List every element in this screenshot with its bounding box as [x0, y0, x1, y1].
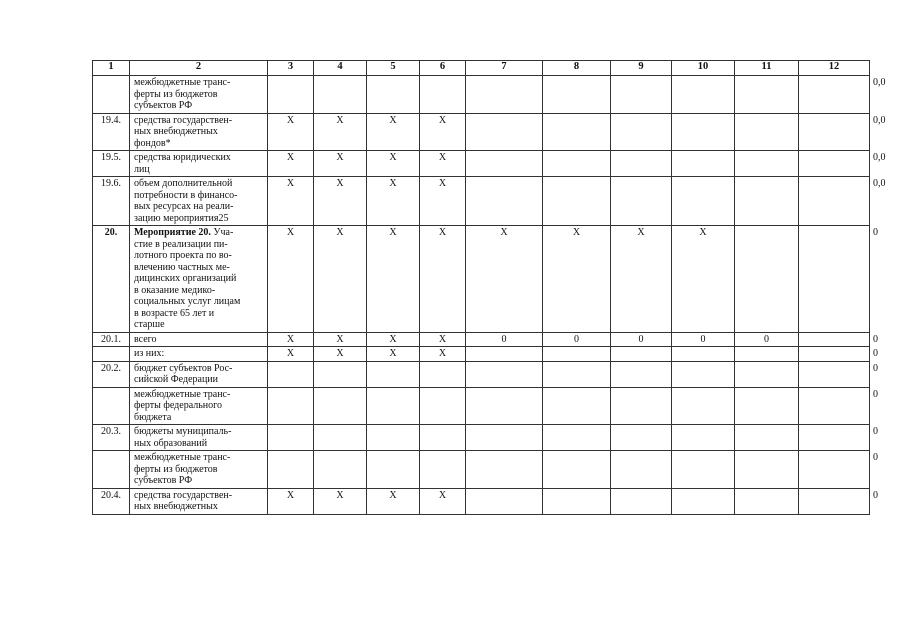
cell-col-8	[543, 76, 611, 114]
cell-col-11	[735, 113, 799, 151]
cell-col-12	[799, 425, 870, 451]
row-description-line: ных внебюджетных	[134, 501, 218, 512]
cell-col-11	[735, 425, 799, 451]
header-row	[93, 61, 870, 76]
cell-col-12	[799, 76, 870, 114]
cell-col-12	[799, 347, 870, 362]
cell-col-7	[466, 451, 543, 489]
cell-col-3: X	[268, 226, 314, 333]
cell-col-5: X	[367, 488, 420, 514]
cell-col-5	[367, 451, 420, 489]
row-description-line: ферты из бюджетов	[134, 88, 218, 100]
row-number: 19.5.	[93, 151, 130, 177]
row-description-line: из них:	[134, 348, 165, 359]
row-description	[130, 451, 268, 489]
row-description-line: в возрасте 65 лет и	[134, 307, 215, 319]
cell-col-8: 0	[543, 332, 611, 347]
row-description	[130, 113, 268, 151]
cell-col-6: X	[420, 113, 466, 151]
row-description-line: потребности в финансо-	[134, 189, 238, 201]
table-row: 19.5. средства юридических лиц X X X X 0,0	[93, 151, 870, 177]
column-header-9: 9	[611, 61, 672, 76]
row-description-line: объем дополнительной	[134, 178, 233, 189]
cell-col-3	[268, 76, 314, 114]
column-header-1: 1	[93, 61, 130, 76]
table-row: из них: X X X X 0	[93, 347, 870, 362]
cell-col-11	[735, 177, 799, 226]
cell-col-8	[543, 113, 611, 151]
cell-col-6	[420, 425, 466, 451]
cell-col-7	[466, 425, 543, 451]
cell-col-10	[672, 76, 735, 114]
row-description-line: ферты из бюджетов	[134, 463, 218, 475]
cell-col-11	[735, 361, 799, 387]
cell-col-10	[672, 113, 735, 151]
cell-col-3	[268, 361, 314, 387]
table-row: межбюджетные транс- ферты федерального бюджета 0	[93, 387, 870, 425]
cell-col-12	[799, 488, 870, 514]
table-row: 19.6. объем дополнительной потребности в финансо- вых ресурсах на реали- зацию мероприятия25 X X X X 0,0	[93, 177, 870, 226]
cell-col-5: X	[367, 151, 420, 177]
cell-col-9	[611, 488, 672, 514]
column-header-4: 4	[314, 61, 367, 76]
cell-col-6: X	[420, 151, 466, 177]
cell-col-3: X	[268, 332, 314, 347]
cell-col-4: X	[314, 151, 367, 177]
cell-col-5: X	[367, 347, 420, 362]
cell-col-8	[543, 151, 611, 177]
row-description-line: ных образований	[134, 437, 208, 449]
column-header-7: 7	[466, 61, 543, 76]
cell-col-11	[735, 76, 799, 114]
cell-col-6: X	[420, 488, 466, 514]
cell-col-10	[672, 387, 735, 425]
cell-col-11	[735, 151, 799, 177]
cell-col-10	[672, 425, 735, 451]
cell-col-4: X	[314, 488, 367, 514]
cell-col-6: X	[420, 347, 466, 362]
row-description	[130, 425, 268, 451]
table-row: 20.2. бюджет субъектов Рос- сийской Федерации 0	[93, 361, 870, 387]
column-header-10: 10	[672, 61, 735, 76]
cell-col-3: X	[268, 113, 314, 151]
cell-col-4: X	[314, 332, 367, 347]
cell-col-8	[543, 361, 611, 387]
cell-col-9	[611, 347, 672, 362]
cell-col-7: 0	[466, 332, 543, 347]
cell-col-8	[543, 425, 611, 451]
cell-col-4: X	[314, 226, 367, 333]
row-description-line: межбюджетные транс-	[134, 77, 231, 88]
cell-col-7	[466, 361, 543, 387]
table-row: 20. Мероприятие 20. Уча- стие в реализации пи- лотного проекта по во- влечению частных ме- дицинских организаций в оказание медико- социальных услуг лицам в возрасте 65 лет и старше X X X X X X X X 0	[93, 226, 870, 333]
table-row: 20.1. всего X X X X 0 0 0 0 0 0	[93, 332, 870, 347]
row-number: 20.3.	[93, 425, 130, 451]
cell-col-9: 0	[611, 332, 672, 347]
cell-col-4	[314, 361, 367, 387]
row-description	[130, 361, 268, 387]
cell-col-11	[735, 226, 799, 333]
row-description-line: всего	[134, 333, 157, 345]
cell-col-10: X	[672, 226, 735, 333]
cell-col-12	[799, 451, 870, 489]
row-description-line: Уча-	[210, 227, 234, 238]
cell-col-3	[268, 451, 314, 489]
cell-col-8	[543, 177, 611, 226]
cell-col-8	[543, 451, 611, 489]
cell-col-8: X	[543, 226, 611, 333]
row-number	[93, 347, 130, 362]
row-description-line: влечению частных ме-	[134, 261, 230, 273]
cell-col-4: X	[314, 177, 367, 226]
table-body	[93, 76, 886, 515]
cell-col-4	[314, 387, 367, 425]
cell-col-7	[466, 177, 543, 226]
cell-col-3: X	[268, 177, 314, 226]
row-description-line: средства государствен-	[134, 114, 233, 126]
cell-col-5: X	[367, 226, 420, 333]
row-number	[93, 76, 130, 114]
row-description-line: межбюджетные транс-	[134, 388, 231, 400]
cell-col-5: X	[367, 332, 420, 347]
cell-col-4	[314, 451, 367, 489]
cell-col-11	[735, 387, 799, 425]
cell-col-8	[543, 347, 611, 362]
row-description-line: межбюджетные транс-	[134, 452, 231, 463]
cell-col-12	[799, 226, 870, 333]
cell-col-6	[420, 76, 466, 114]
cell-col-3	[268, 425, 314, 451]
cell-col-12	[799, 387, 870, 425]
cell-col-10	[672, 451, 735, 489]
cell-col-4	[314, 425, 367, 451]
cell-col-9	[611, 387, 672, 425]
row-description-line: вых ресурсах на реали-	[134, 201, 234, 212]
cell-col-4	[314, 76, 367, 114]
row-description-line: ферты федерального	[134, 400, 222, 411]
table-row: межбюджетные транс- ферты из бюджетов субъектов РФ 0,0	[93, 76, 870, 114]
row-description-line: лотного проекта по во-	[134, 250, 232, 261]
cell-col-11	[735, 347, 799, 362]
cell-col-12	[799, 113, 870, 151]
row-number: 20.2.	[93, 361, 130, 387]
row-description-line: сийской Федерации	[134, 374, 219, 385]
cell-col-3	[268, 387, 314, 425]
row-description-line: субъектов РФ	[134, 100, 193, 111]
cell-col-8	[543, 488, 611, 514]
row-description	[130, 347, 268, 362]
row-description-line: старше	[134, 319, 165, 330]
cell-col-5: X	[367, 113, 420, 151]
cell-col-3: X	[268, 151, 314, 177]
row-description	[130, 151, 268, 177]
cell-col-12	[799, 151, 870, 177]
cell-col-4: X	[314, 113, 367, 151]
cell-col-7	[466, 387, 543, 425]
cell-col-4: X	[314, 347, 367, 362]
cell-col-5	[367, 425, 420, 451]
cell-col-7: X	[466, 226, 543, 333]
row-description-line: в оказание медико-	[134, 284, 216, 296]
row-description-line: фондов*	[134, 137, 171, 149]
row-description-line: лиц	[134, 163, 150, 175]
row-description	[130, 177, 268, 226]
cell-col-10	[672, 151, 735, 177]
row-description	[130, 226, 268, 333]
row-number: 20.	[93, 226, 130, 333]
row-description-line: субъектов РФ	[134, 475, 193, 486]
cell-col-5	[367, 76, 420, 114]
cell-col-10	[672, 347, 735, 362]
row-description-line: бюджета	[134, 411, 172, 423]
row-description-line: стие в реализации пи-	[134, 238, 228, 250]
row-description-line: бюджет субъектов Рос-	[134, 362, 233, 374]
cell-col-11	[735, 451, 799, 489]
column-header-11: 11	[735, 61, 799, 76]
column-header-3: 3	[268, 61, 314, 76]
row-description-line: средства юридических	[134, 152, 231, 163]
row-number: 20.4.	[93, 488, 130, 514]
column-header-5: 5	[367, 61, 420, 76]
cell-col-6: X	[420, 226, 466, 333]
cell-col-9	[611, 425, 672, 451]
cell-col-9	[611, 151, 672, 177]
cell-col-9	[611, 361, 672, 387]
row-number: 20.1.	[93, 332, 130, 347]
table-row: 20.4. средства государствен- ных внебюджетных X X X X 0	[93, 488, 870, 514]
cell-col-7	[466, 347, 543, 362]
table-row: межбюджетные транс- ферты из бюджетов субъектов РФ 0	[93, 451, 870, 489]
row-description-line: средства государствен-	[134, 489, 233, 501]
column-header-2: 2	[130, 61, 268, 76]
cell-col-9	[611, 177, 672, 226]
row-number	[93, 387, 130, 425]
row-description	[130, 332, 268, 347]
row-description	[130, 387, 268, 425]
budget-table	[92, 60, 886, 515]
cell-col-6	[420, 451, 466, 489]
cell-col-6	[420, 387, 466, 425]
row-number: 19.6.	[93, 177, 130, 226]
cell-col-7	[466, 76, 543, 114]
row-description-line: зацию мероприятия25	[134, 212, 229, 224]
table-row: 19.4. средства государствен- ных внебюджетных фондов* X X X X 0,0	[93, 113, 870, 151]
cell-col-5	[367, 387, 420, 425]
cell-col-9	[611, 113, 672, 151]
row-description	[130, 76, 268, 114]
cell-col-6: X	[420, 177, 466, 226]
cell-col-10	[672, 361, 735, 387]
cell-col-9	[611, 76, 672, 114]
cell-col-10	[672, 488, 735, 514]
cell-col-12	[799, 361, 870, 387]
column-header-6: 6	[420, 61, 466, 76]
table-row: 20.3. бюджеты муниципаль- ных образований 0	[93, 425, 870, 451]
cell-col-10: 0	[672, 332, 735, 347]
cell-col-5: X	[367, 177, 420, 226]
cell-col-8	[543, 387, 611, 425]
cell-col-3: X	[268, 347, 314, 362]
row-description-line: ных внебюджетных	[134, 126, 218, 137]
row-number	[93, 451, 130, 489]
cell-col-9: X	[611, 226, 672, 333]
cell-col-5	[367, 361, 420, 387]
cell-col-12	[799, 177, 870, 226]
cell-col-9	[611, 451, 672, 489]
column-header-12: 12	[799, 61, 870, 76]
cell-col-10	[672, 177, 735, 226]
cell-col-7	[466, 113, 543, 151]
cell-col-7	[466, 488, 543, 514]
row-description-line: социальных услуг лицам	[134, 296, 241, 307]
row-description-line: дицинских организаций	[134, 273, 237, 284]
row-description	[130, 488, 268, 514]
cell-col-7	[466, 151, 543, 177]
column-header-8: 8	[543, 61, 611, 76]
cell-col-6: X	[420, 332, 466, 347]
row-number: 19.4.	[93, 113, 130, 151]
cell-col-6	[420, 361, 466, 387]
cell-col-11	[735, 488, 799, 514]
cell-col-3: X	[268, 488, 314, 514]
row-description-bold: Мероприятие 20.	[134, 227, 211, 238]
cell-col-11: 0	[735, 332, 799, 347]
row-description-line: бюджеты муниципаль-	[134, 426, 232, 437]
cell-col-12	[799, 332, 870, 347]
